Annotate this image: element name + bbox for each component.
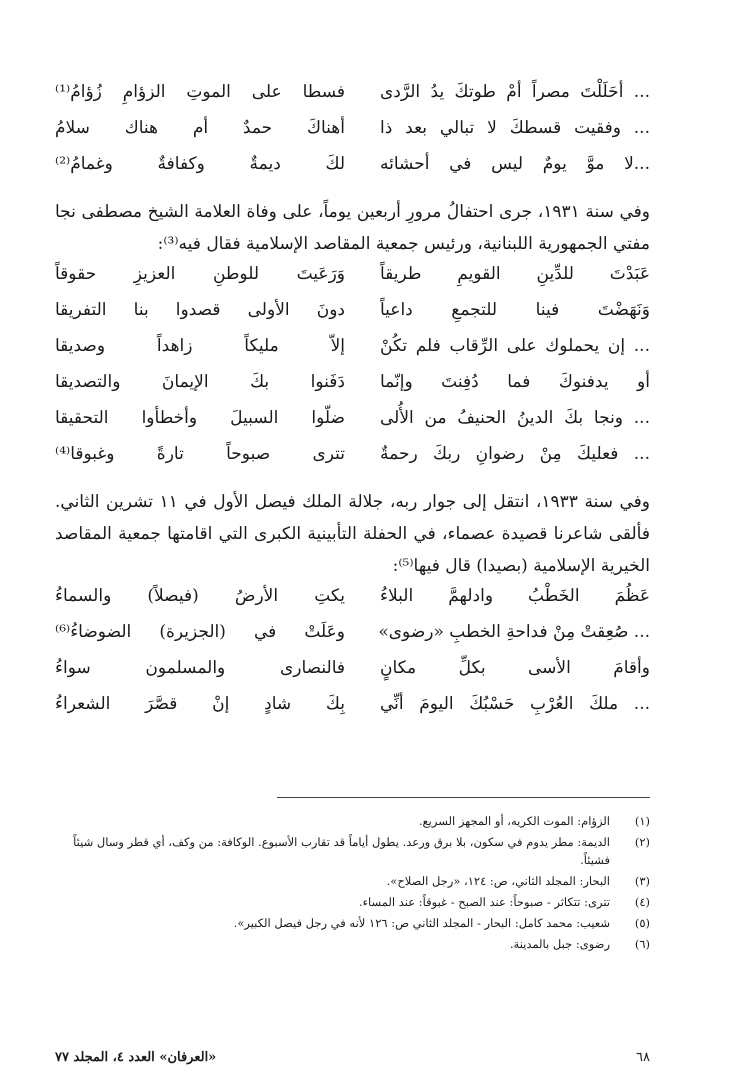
footnote-number: (٤) xyxy=(634,895,650,909)
footnote-divider xyxy=(277,797,650,798)
verse-line xyxy=(55,372,650,408)
verse-line xyxy=(55,118,650,154)
footnote xyxy=(55,935,650,953)
footnote xyxy=(55,893,650,911)
verse-first-hemistich: ... ملكَ العُرْبِ حَسْبُكَ اليومَ أنِّي xyxy=(380,694,650,714)
page-number: ٦٨ xyxy=(636,1050,650,1065)
verse-second-hemistich: إلاّ مليكاً زاهداً وصديقا xyxy=(55,336,345,356)
verse-line xyxy=(55,300,650,336)
verse-first-hemistich: ... إن يحملوك على الرِّقاب فلم تكُنْ xyxy=(380,336,650,356)
verse-second-hemistich: وَرَعَيتَ للوطنِ العزيزِ حقوقاً xyxy=(55,264,345,284)
verse-second-hemistich: يكتِ الأرضُ (فيصلاً) والسماءُ xyxy=(55,586,345,606)
verse-second-hemistich: فسطا على الموتِ الزؤامِ زُؤامُ⁽¹⁾ xyxy=(55,82,345,102)
verse-first-hemistich: أو يدفنوكَ فما دُفِنتَ وإنّما xyxy=(380,372,650,392)
verse-second-hemistich: بِكَ شادٍ إنْ قصَّرَ الشعراءُ xyxy=(55,694,345,714)
verse-line xyxy=(55,408,650,444)
verse-first-hemistich: ... ونجا بكَ الدينُ الحنيفُ من الأُلى xyxy=(380,408,650,428)
verse-line xyxy=(55,586,650,622)
prose-paragraph-2: وفي سنة ١٩٣٣، انتقل إلى جوار ربه، جلالة الملك فيصل الأول في ١١ تشرين الثاني. فألقى شاعرنا قصيدة عصماء، في الحفلة التأبينية الكبرى التي اقامتها جمعية المقاصد الخيرية الإسلامية (بصيدا) قال فيها⁽⁵⁾: xyxy=(55,492,650,576)
verse-first-hemistich: ... فعليكَ مِنْ رضوانِ ربكَ رحمةٌ xyxy=(380,444,650,464)
footnotes xyxy=(55,812,650,956)
footnote-text: الزؤام: الموت الكريه، أو المجهز السريع. xyxy=(418,814,610,828)
verse-line xyxy=(55,444,650,480)
verse-line xyxy=(55,622,650,658)
footnote-text: الديمة: مطر يدوم في سكون، بلا برق ورعد. يطول أياماً قد تقارب الأسبوع. الوكافة: من وكف، أي قطر وسال شيئاً فشيئاً. xyxy=(73,835,610,867)
verse-line xyxy=(55,82,650,118)
verse-first-hemistich: ...لا موَّ يومٌ ليس في أحشائه xyxy=(380,154,650,174)
footnote xyxy=(55,914,650,932)
footnote-number: (١) xyxy=(634,814,650,828)
verse-second-hemistich: تترى صبوحاً تارةً وغبوقا⁽⁴⁾ xyxy=(55,444,345,464)
poem-block-2 xyxy=(55,264,650,480)
verse-second-hemistich: ضلّوا السبيلَ وأخطأوا التحقيقا xyxy=(55,408,345,428)
verse-first-hemistich: وَنَهَضْتَ فينا للتجمعِ داعياً xyxy=(380,300,650,320)
verse-second-hemistich: أهناكَ حمدٌ أم هناك سلامُ xyxy=(55,118,345,138)
verse-first-hemistich: وأقامَ الأسى بكلِّ مكانٍ xyxy=(380,658,650,678)
page-footer xyxy=(55,1050,650,1065)
poem-block-3 xyxy=(55,586,650,730)
footnote-text: تترى: تتكاثر - صبوحاً: عند الصبح - غبوقاً: عند المساء. xyxy=(358,895,610,909)
verse-second-hemistich: وعَلَتْ في (الجزيرة) الضوضاءُ⁽⁶⁾ xyxy=(55,622,345,642)
verse-line xyxy=(55,264,650,300)
footnote-number: (٦) xyxy=(634,937,650,951)
verse-first-hemistich: عَبَدْتَ للدِّينِ القويمِ طريقاً xyxy=(380,264,650,284)
footnote-number: (٢) xyxy=(634,835,650,849)
footnote-text: رضوى: جبل بالمدينة. xyxy=(509,937,610,951)
footnote-number: (٣) xyxy=(634,874,650,888)
footnote xyxy=(55,812,650,830)
verse-second-hemistich: لكَ ديمةٌ وكفافةٌ وغمامُ⁽²⁾ xyxy=(55,154,345,174)
footnote xyxy=(55,872,650,890)
footnote-text: شعيب: محمد كامل: البحار - المجلد الثاني ص: ١٢٦ لأنه في رجل فيصل الكبير». xyxy=(233,916,610,930)
verse-first-hemistich: ... وفقيت قسطكَ لا تبالي بعد ذا xyxy=(380,118,650,138)
verse-line xyxy=(55,694,650,730)
verse-first-hemistich: ... أحَلَلْتَ مصراً أمْ طوتكَ يدُ الرَّدى xyxy=(380,82,650,102)
verse-second-hemistich: فالنصارى والمسلمون سواءُ xyxy=(55,658,345,678)
verse-line xyxy=(55,154,650,190)
verse-first-hemistich: ... صُعِقتْ مِنْ فداحةِ الخطبِ «رضوى» xyxy=(378,622,650,642)
verse-second-hemistich: دَفَنوا بكَ الإيمانَ والتصديقا xyxy=(55,372,345,392)
poem-block-1 xyxy=(55,82,650,190)
verse-second-hemistich: دونَ الأولى قصدوا بنا التفريقا xyxy=(55,300,345,320)
footnote-text: البحار: المجلد الثاني، ص: ١٢٤، «رجل الصلاح». xyxy=(386,874,610,888)
verse-line xyxy=(55,658,650,694)
verse-line xyxy=(55,336,650,372)
page-body xyxy=(55,78,650,730)
footnote xyxy=(55,833,650,869)
footnote-number: (٥) xyxy=(634,916,650,930)
verse-first-hemistich: عَظُمَ الخَطْبُ وادلهمَّ البلاءُ xyxy=(380,586,650,606)
prose-paragraph-1: وفي سنة ١٩٣١، جرى احتفالُ مرورِ أربعين يوماً، على وفاة العلامة الشيخ مصطفى نجا مفتي الجمهورية اللبنانية، ورئيس جمعية المقاصد الإسلامية فقال فيه⁽³⁾: xyxy=(55,202,650,254)
journal-reference: «العرفان» العدد ٤، المجلد ٧٧ xyxy=(55,1050,217,1065)
